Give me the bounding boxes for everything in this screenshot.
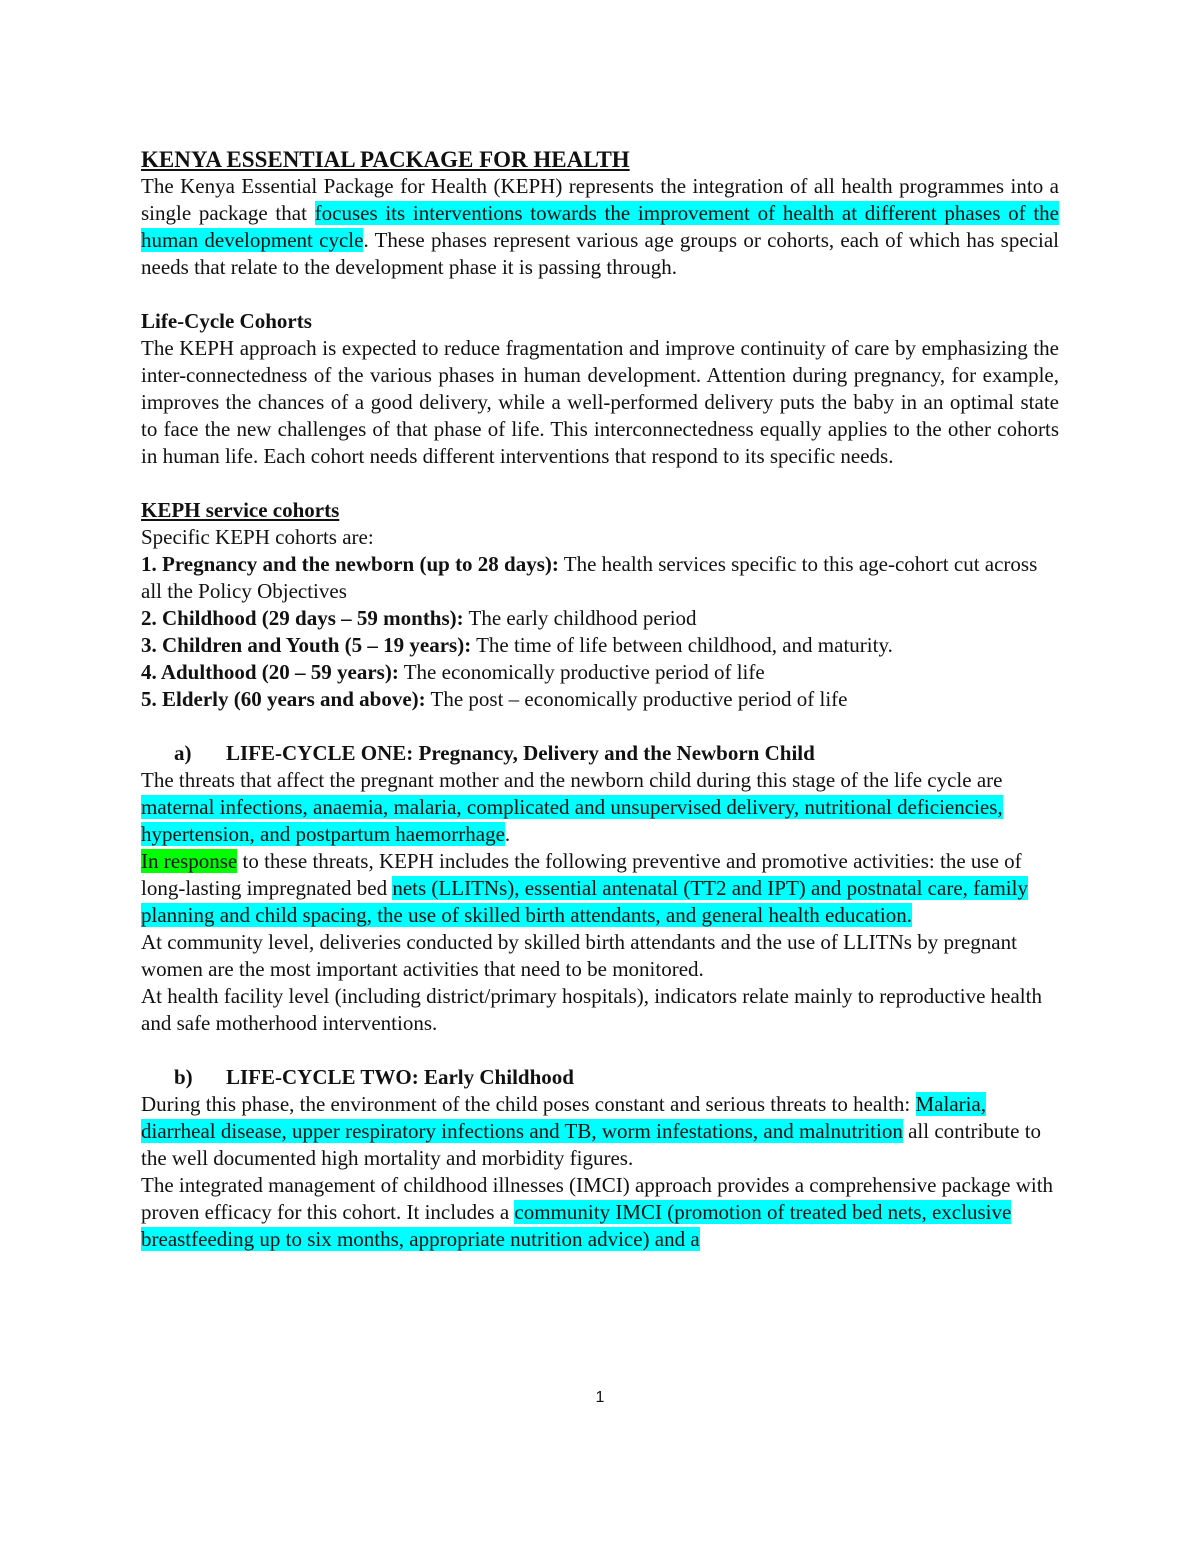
life-cycle-paragraph: The KEPH approach is expected to reduce fragmentation and improve continuity of care by emphasizing the inter-connectedness of the various phases in human development. Attention during pregnancy, for example, improves the chances of a good delivery, while a well-performed delivery puts the baby in an optimal state to face the new challenges of that phase of life. This interconnectedness equally applies to the other cohorts in human life. Each cohort needs different interventions that respond to its specific needs. [141, 336, 1059, 468]
env-highlight: Malaria, diarrheal disease, upper respiratory infections and TB, worm infestations, and malnutrition [141, 1092, 987, 1143]
heading-text: LIFE-CYCLE TWO: Early Childhood [226, 1065, 574, 1089]
lc-two-imci [141, 1172, 1059, 1253]
intro-text: The Kenya Essential Package for Health (KEPH) represents the integration of all health programmes into a single package that [141, 174, 1059, 225]
list-label: b) [174, 1065, 193, 1089]
env-text: During this phase, the environment of the child poses constant and serious threats to health: [141, 1092, 916, 1116]
cohort-text: The time of life between childhood, and maturity. [471, 633, 893, 657]
threats-end: . [504, 822, 511, 846]
cohort-label: 5. Elderly (60 years and above): [141, 687, 426, 711]
cohort-label: 1. Pregnancy and the newborn (up to 28 days): [141, 552, 559, 576]
threats-highlight: maternal infections, anaemia, malaria, complicated and unsupervised delivery, nutritional deficiencies, hypertension, and postpartum haemorrhage [141, 795, 1003, 846]
cohort-item-3 [141, 632, 1059, 659]
lc-one-community: At community level, deliveries conducted by skilled birth attendants and the use of LLITNs by pregnant women are the most important activities that need to be monitored. [141, 930, 1017, 981]
cohort-item-5 [141, 686, 1059, 713]
cohort-label: 3. Children and Youth (5 – 19 years): [141, 633, 472, 657]
intro-highlight: focuses its interventions towards the improvement of health at different phases of the human development cycle [141, 201, 1060, 252]
life-cycle-one-heading [141, 740, 1059, 767]
lc-one-threats [141, 767, 1059, 848]
lc-two-environment [141, 1091, 1059, 1172]
cohort-item-4 [141, 659, 1059, 686]
service-cohorts-heading: KEPH service cohorts [141, 498, 340, 522]
intro-text-end: . These phases represent various age groups or cohorts, each of which has special needs that relate to the development phase it is passing through. [141, 228, 1059, 279]
life-cycle-heading: Life-Cycle Cohorts [141, 309, 312, 333]
heading-text: LIFE-CYCLE ONE: Pregnancy, Delivery and the Newborn Child [226, 741, 815, 765]
imci-highlight: community IMCI (promotion of treated bed nets, exclusive breastfeeding up to six months, appropriate nutrition advice) and a [141, 1200, 1012, 1251]
cohort-label: 4. Adulthood (20 – 59 years): [141, 660, 399, 684]
env-end: all contribute to the well documented high mortality and morbidity figures. [141, 1119, 1042, 1170]
threats-text: The threats that affect the pregnant mother and the newborn child during this stage of the life cycle are [141, 768, 1003, 792]
intro-paragraph [141, 173, 1059, 281]
page-content [141, 146, 1059, 1253]
cohort-text: The health services specific to this age-cohort cut across all the Policy Objectives [141, 552, 1038, 603]
list-label: a) [174, 741, 192, 765]
lc-one-response [141, 848, 1059, 929]
page-number: 1 [595, 1389, 605, 1406]
document-title: KENYA ESSENTIAL PACKAGE FOR HEALTH [141, 147, 630, 172]
cohort-label: 2. Childhood (29 days – 59 months): [141, 606, 464, 630]
cohort-text: The early childhood period [463, 606, 697, 630]
response-highlight-green: In response [141, 849, 238, 873]
life-cycle-two-heading [141, 1064, 1059, 1091]
cohort-text: The economically productive period of life [398, 660, 765, 684]
cohort-item-2 [141, 605, 1059, 632]
response-text: to these threats, KEPH includes the following preventive and promotive activities: the use of long-lasting impregnated bed [141, 849, 1022, 900]
cohort-text: The post – economically productive period of life [425, 687, 848, 711]
imci-text: The integrated management of childhood illnesses (IMCI) approach provides a comprehensive package with proven efficacy for this cohort. It includes a [141, 1173, 1054, 1224]
lc-one-facility: At health facility level (including district/primary hospitals), indicators relate mainly to reproductive health and safe motherhood interventions. [141, 984, 1042, 1035]
cohort-item-1 [141, 551, 1059, 605]
response-highlight: nets (LLITNs), essential antenatal (TT2 and IPT) and postnatal care, family planning and child spacing, the use of skilled birth attendants, and general health education. [141, 876, 1028, 927]
service-cohorts-intro: Specific KEPH cohorts are: [141, 525, 374, 549]
